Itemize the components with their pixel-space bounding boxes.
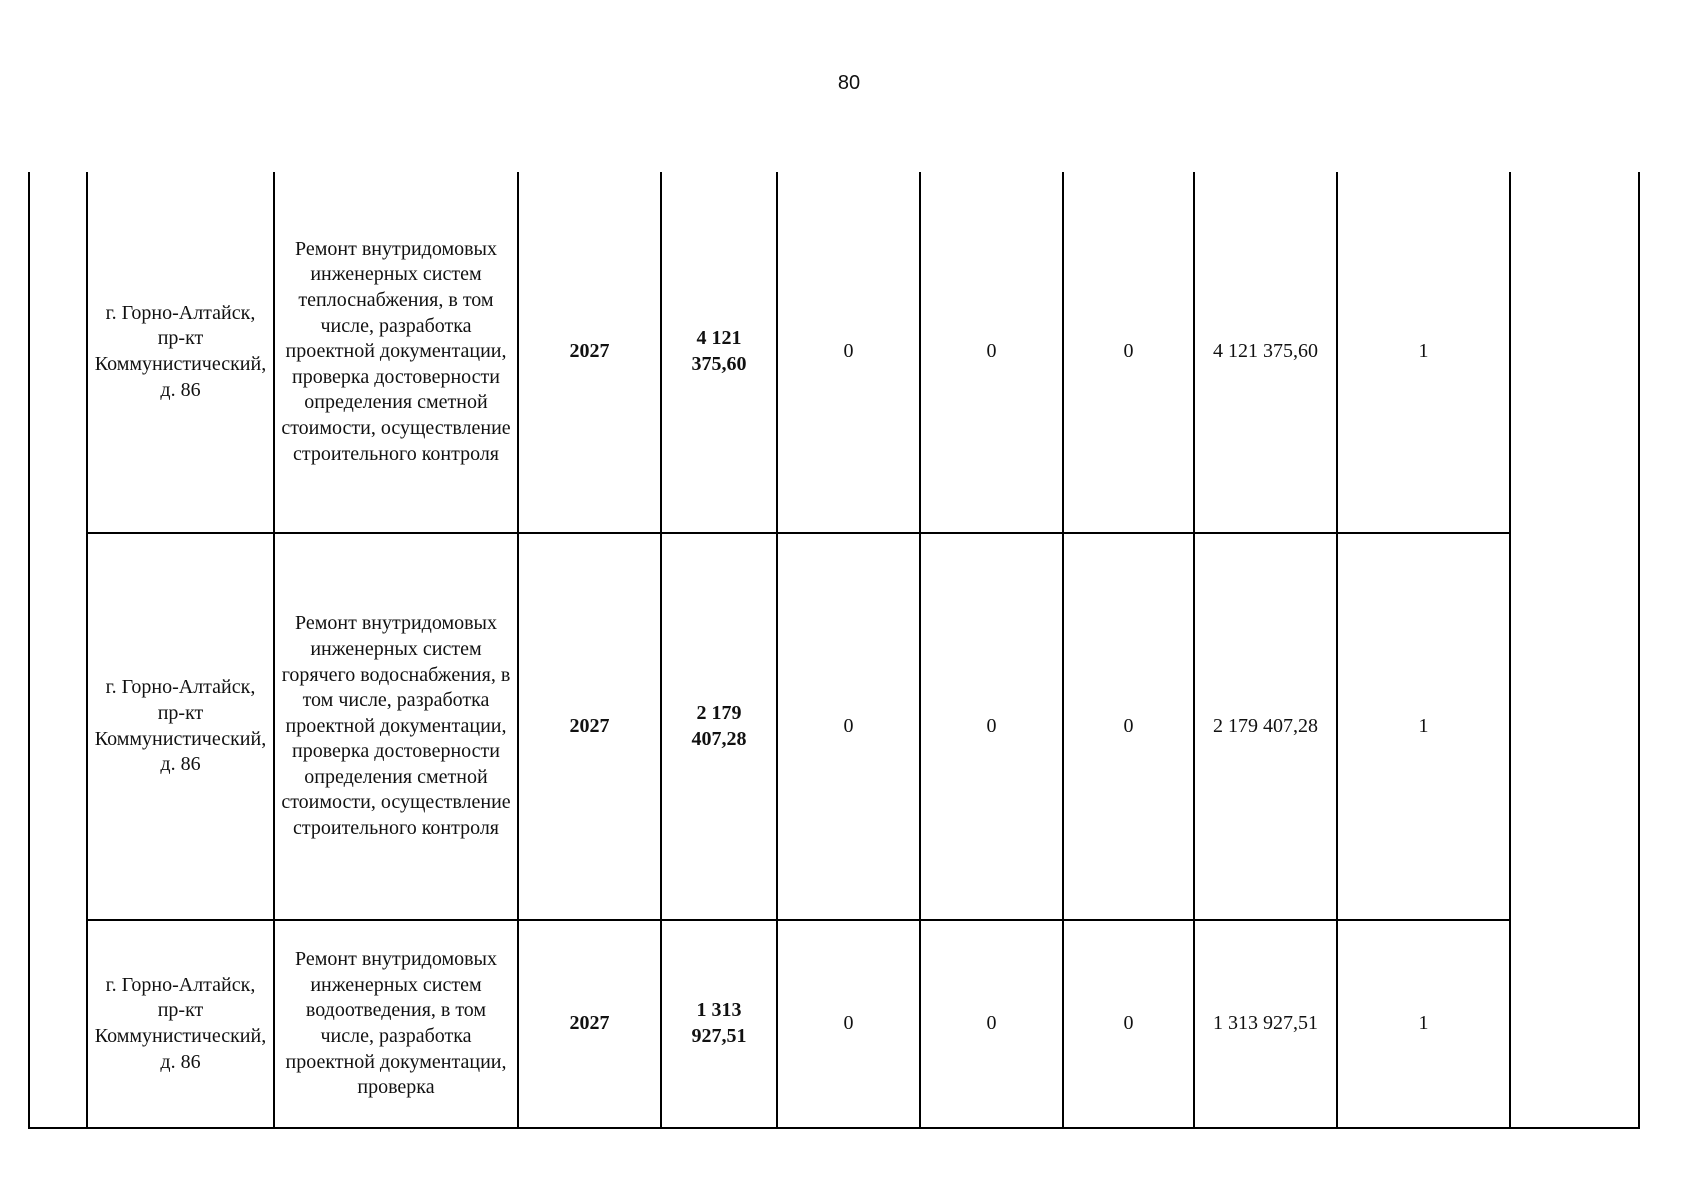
value-cell: 0 [1063,533,1194,920]
value-cell: 0 [777,533,920,920]
work-description-cell: Ремонт внутридомовых инженерных систем теплоснабжения, в том числе, разработка проектной документации, проверка достоверности определения сметной стоимости, осуществление строительного контроля [274,172,518,533]
work-description-cell: Ремонт внутридомовых инженерных систем горячего водоснабжения, в том числе, разработка проектной документации, проверка достоверности определения сметной стоимости, осуществление строительного контроля [274,533,518,920]
value-cell: 0 [1063,172,1194,533]
table-row [29,172,1639,533]
work-description-cell: Ремонт внутридомовых инженерных систем водоотведения, в том числе, разработка проектной документации, проверка [274,920,518,1128]
table-row [29,920,1639,1128]
value-cell: 0 [920,533,1063,920]
value-cell: 0 [777,172,920,533]
address-cell: г. Горно-Алтайск, пр-кт Коммунистический, д. 86 [87,172,274,533]
value-cell: 0 [920,920,1063,1128]
count-cell: 1 [1337,533,1510,920]
note-cell [1510,172,1639,1128]
amount-cell: 1 313 927,51 [1194,920,1337,1128]
total-cost-cell: 4 121 375,60 [661,172,777,533]
total-cost-cell: 1 313 927,51 [661,920,777,1128]
amount-cell: 2 179 407,28 [1194,533,1337,920]
value-cell: 0 [920,172,1063,533]
works-table [28,172,1640,1129]
value-cell: 0 [777,920,920,1128]
address-cell: г. Горно-Алтайск, пр-кт Коммунистический, д. 86 [87,920,274,1128]
page-number: 80 [837,72,861,94]
count-cell: 1 [1337,920,1510,1128]
address-cell: г. Горно-Алтайск, пр-кт Коммунистический, д. 86 [87,533,274,920]
table-row [29,533,1639,920]
year-cell: 2027 [518,533,661,920]
count-cell: 1 [1337,172,1510,533]
total-cost-cell: 2 179 407,28 [661,533,777,920]
index-cell [29,172,87,1128]
year-cell: 2027 [518,172,661,533]
amount-cell: 4 121 375,60 [1194,172,1337,533]
value-cell: 0 [1063,920,1194,1128]
year-cell: 2027 [518,920,661,1128]
